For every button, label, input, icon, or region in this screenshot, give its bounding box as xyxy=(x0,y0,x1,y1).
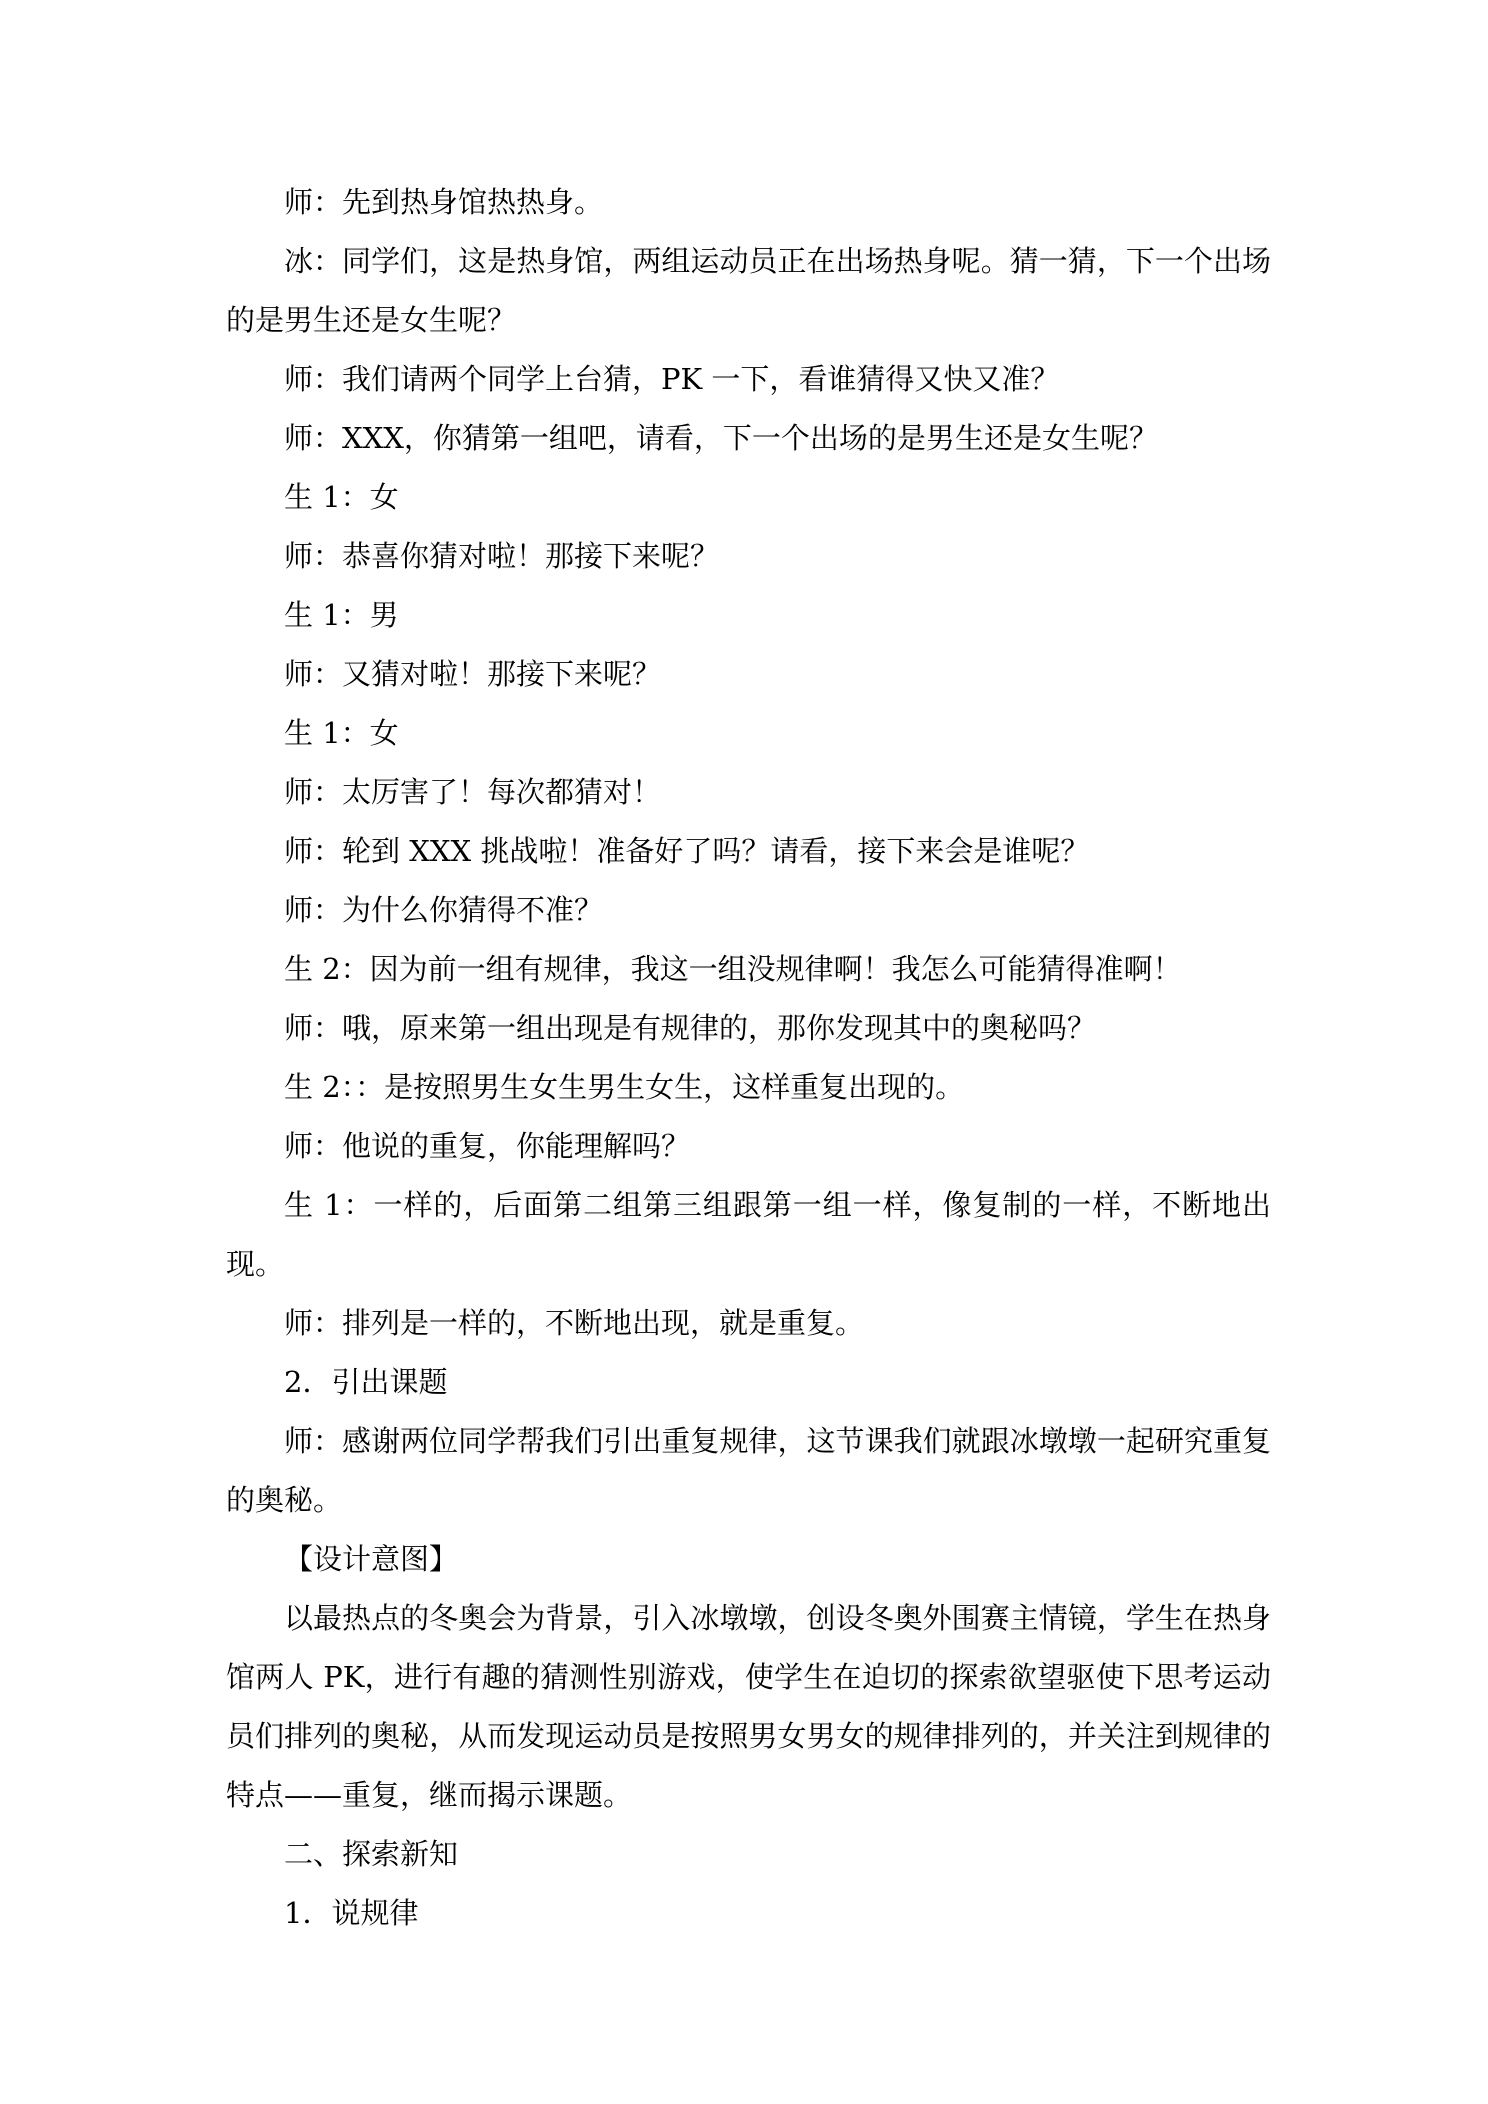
paragraph: 生 1：女 xyxy=(284,716,399,750)
section-heading: 二、探索新知 xyxy=(284,1837,459,1871)
paragraph: 冰：同学们，这是热身馆，两组运动员正在出场热身呢。猜一猜，下一个出场的是男生还是女生呢？ xyxy=(226,244,1271,337)
paragraph: 生 2：因为前一组有规律，我这一组没规律啊！我怎么可能猜得准啊！ xyxy=(284,952,1182,986)
paragraph: 生 2：：是按照男生女生男生女生，这样重复出现的。 xyxy=(284,1070,965,1104)
section-heading: 【设计意图】 xyxy=(284,1542,459,1576)
paragraph: 师：先到热身馆热热身。 xyxy=(284,185,604,219)
paragraph: 师：我们请两个同学上台猜，PK 一下，看谁猜得又快又准？ xyxy=(284,362,1060,396)
paragraph: 师：恭喜你猜对啦！那接下来呢？ xyxy=(284,539,720,573)
paragraph: 师：为什么你猜得不准？ xyxy=(284,893,604,927)
document-body xyxy=(226,173,1271,1943)
paragraph: 以最热点的冬奥会为背景，引入冰墩墩，创设冬奥外围赛主情镜，学生在热身馆两人 PK，进行有趣的猜测性别游戏，使学生在迫切的探索欲望驱使下思考运动员们排列的奥秘，从而发现运动员是按照男女男女的规律排列的，并关注到规律的特点——重复，继而揭示课题。 xyxy=(226,1601,1271,1812)
section-heading: 1．说规律 xyxy=(284,1896,419,1930)
paragraph: 师：排列是一样的，不断地出现，就是重复。 xyxy=(284,1306,865,1340)
paragraph: 师：他说的重复，你能理解吗？ xyxy=(284,1129,691,1163)
paragraph: 师：XXX，你猜第一组吧，请看，下一个出场的是男生还是女生呢？ xyxy=(284,421,1158,455)
paragraph: 师：又猜对啦！那接下来呢？ xyxy=(284,657,662,691)
paragraph: 生 1：男 xyxy=(284,598,399,632)
paragraph: 师：太厉害了！每次都猜对！ xyxy=(284,775,662,809)
section-heading: 2．引出课题 xyxy=(284,1365,448,1399)
paragraph: 师：轮到 XXX 挑战啦！准备好了吗？请看，接下来会是谁呢？ xyxy=(284,834,1090,868)
paragraph: 生 1：女 xyxy=(284,480,399,514)
paragraph: 生 1：一样的，后面第二组第三组跟第一组一样，像复制的一样，不断地出现。 xyxy=(226,1188,1271,1281)
paragraph: 师：感谢两位同学帮我们引出重复规律，这节课我们就跟冰墩墩一起研究重复的奥秘。 xyxy=(226,1424,1271,1517)
paragraph: 师：哦，原来第一组出现是有规律的，那你发现其中的奥秘吗？ xyxy=(284,1011,1097,1045)
